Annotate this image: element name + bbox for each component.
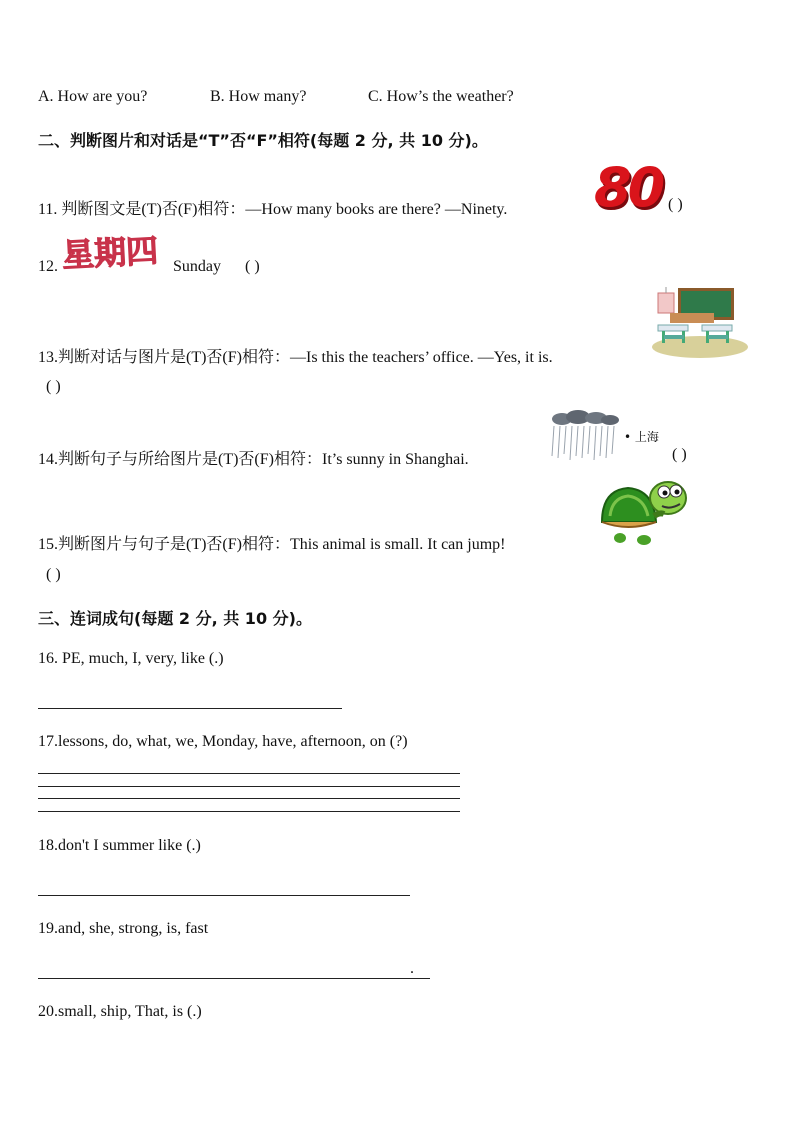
rain-cloud-image bbox=[548, 410, 622, 464]
question-11: 11. 判断图文是(T)否(F)相符：—How many books are there? —Ninety. bbox=[38, 201, 508, 218]
turtle-image bbox=[598, 476, 690, 546]
question-19: 19.and, she, strong, is, fast bbox=[38, 920, 209, 937]
classroom-image bbox=[650, 285, 748, 359]
question-13: 13.判断对话与图片是(T)否(F)相符：—Is this the teachers’ office. —Yes, it is. bbox=[38, 349, 553, 366]
answer-line-17c[interactable] bbox=[38, 798, 460, 799]
answer-paren-14[interactable]: ( ) bbox=[672, 446, 687, 463]
answer-line-17a[interactable] bbox=[38, 773, 460, 774]
question-15: 15.判断图片与句子是(T)否(F)相符：This animal is small. It can jump! bbox=[38, 536, 506, 553]
answer-paren-12[interactable]: ( ) bbox=[245, 258, 260, 275]
answer-line-17d[interactable] bbox=[38, 811, 460, 812]
question-16: 16. PE, much, I, very, like (.) bbox=[38, 650, 224, 667]
answer-line-17b[interactable] bbox=[38, 786, 460, 787]
question-20: 20.small, ship, That, is (.) bbox=[38, 1003, 202, 1020]
answer-line-19[interactable] bbox=[38, 978, 430, 979]
option-a: A. How are you? bbox=[38, 88, 148, 105]
answer-line-16[interactable] bbox=[38, 708, 342, 709]
question-17: 17.lessons, do, what, we, Monday, have, afternoon, on (?) bbox=[38, 733, 408, 750]
section-3-title: 三、连词成句(每题 2 分, 共 10 分)。 bbox=[38, 609, 312, 628]
shanghai-label: • 上海 bbox=[624, 430, 659, 444]
question-19-end-mark: . bbox=[410, 960, 414, 977]
section-2-title: 二、判断图片和对话是“T”否“F”相符(每题 2 分, 共 10 分)。 bbox=[38, 131, 488, 150]
question-12-text: Sunday bbox=[173, 258, 221, 275]
option-c: C. How’s the weather? bbox=[368, 88, 514, 105]
option-b: B. How many? bbox=[210, 88, 307, 105]
answer-paren-11[interactable]: ( ) bbox=[668, 196, 683, 213]
thursday-chinese-image: 星期四 bbox=[61, 231, 160, 275]
answer-paren-15[interactable]: ( ) bbox=[46, 566, 61, 583]
answer-paren-13[interactable]: ( ) bbox=[46, 378, 61, 395]
question-12-number: 12. bbox=[38, 258, 58, 275]
question-18: 18.don't I summer like (.) bbox=[38, 837, 201, 854]
number-80-image: 80 bbox=[594, 156, 662, 219]
answer-line-18[interactable] bbox=[38, 895, 410, 896]
question-14: 14.判断句子与所给图片是(T)否(F)相符：It’s sunny in Shanghai. bbox=[38, 451, 469, 468]
